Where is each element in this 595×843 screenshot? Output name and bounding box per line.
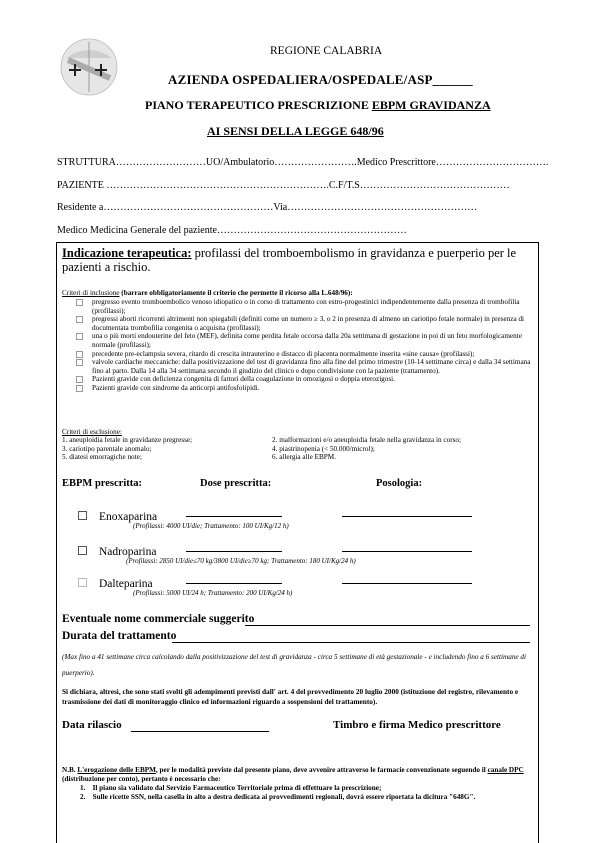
paziente-field[interactable]: PAZIENTE ………………………………………………………….C.F/T.S………………………………………	[57, 180, 510, 191]
nome-commerciale-line[interactable]	[245, 625, 530, 626]
checkbox[interactable]	[76, 316, 83, 323]
indicazione-label: Indicazione terapeutica:	[62, 246, 192, 260]
inclusione-item[interactable]: precedente pre-eclampsia severa, ritardo di crescita intrauterino e distacco di placenta normalmente inserita «sine causa» (profilassi);	[62, 350, 532, 359]
esclusione-title: Criteri di esclusione:	[62, 428, 122, 436]
enoxaparina-dose-line[interactable]	[186, 516, 282, 517]
checkbox[interactable]	[76, 333, 83, 340]
drug-enoxaparina[interactable]: Enoxaparina	[78, 507, 157, 525]
checkbox[interactable]	[76, 299, 83, 306]
enoxaparina-checkbox[interactable]	[78, 511, 87, 520]
ebpm-header: EBPM prescritta:	[62, 478, 142, 489]
nb-item: 1. Il piano sia validato dal Servizio Farmaceutico Territoriale prima di effettuare la prescrizione;	[80, 784, 382, 792]
medico-field[interactable]: Medico Medicina Generale del paziente…………………………………………………	[57, 225, 407, 236]
dalteparina-posologia-line[interactable]	[342, 583, 472, 584]
data-rilascio-line[interactable]	[131, 731, 269, 732]
inclusione-item[interactable]: Pazienti gravide con sindrome da anticorpi antifosfolipidi.	[62, 384, 532, 393]
checkbox[interactable]	[76, 385, 83, 392]
nome-commerciale-label: Eventuale nome commerciale suggerito	[62, 613, 255, 625]
durata-line[interactable]	[172, 642, 530, 643]
nadroparina-posologia-line[interactable]	[342, 551, 472, 552]
inclusione-item[interactable]: Pazienti gravide con deficienza congenita di fattori della coagulazione in omozigosi o doppia eterozigosi.	[62, 375, 532, 384]
drug-dalteparina[interactable]: Dalteparina	[78, 574, 153, 592]
data-rilascio-label: Data rilascio	[62, 719, 122, 731]
nb-list	[80, 784, 530, 802]
indicazione	[62, 246, 532, 274]
nb-note: N.B. L'erogazione delle EBPM, per le modalità previste dal presente piano, deve avvenire attraverso le farmacie convenzionate seguendo il canale DPC (distribuzione per conto), pertanto è necessario che:	[62, 766, 524, 783]
durata-label: Durata del trattamento	[62, 630, 177, 642]
inclusione-title: Criteri di inclusione (barrare obbligatoriamente il criterio che permette il ricorso alla L.648/96):	[62, 289, 353, 297]
inclusione-list	[62, 298, 532, 393]
checkbox[interactable]	[76, 359, 83, 366]
dalteparina-dose-note: (Profilassi: 5000 UI/24 h; Trattamento: 200 UI/Kg/24 h)	[133, 589, 293, 597]
inclusione-item[interactable]: pregresso evento tromboembolico venoso idiopatico o in corso di trattamento con estro-progestinici indipendentemente dalla presenza di trombofilia (profilassi);	[62, 298, 532, 315]
nadroparina-dose-note: (Profilassi: 2850 UI/die≤70 kg/3800 UI/die≥70 kg; Trattamento: 180 UI/Kg/24 h)	[126, 557, 356, 565]
esclusione-left: 1. aneuploidia fetale in gravidanze pregresse; 3. cariotipo parentale anomalo; 5. diatesi emorragiche note;	[62, 436, 193, 462]
esclusione-right: 2. malformazioni e/o aneuploidia fetale nella gravidanza in corso; 4. piastrinopenia (< 50.000/microl); 6. allergia alle EBPM.	[272, 436, 461, 462]
dalteparina-checkbox[interactable]	[78, 578, 87, 587]
dose-header: Dose prescritta:	[200, 478, 272, 489]
azienda-title: AZIENDA OSPEDALIERA/OSPEDALE/ASP______	[168, 72, 473, 87]
region-name: REGIONE CALABRIA	[270, 45, 383, 57]
legge-title: AI SENSI DELLA LEGGE 648/96	[207, 124, 384, 138]
struttura-field[interactable]: STRUTTURA………………………UO/Ambulatorio…………………….Medico Prescrittore…………………………….	[57, 157, 549, 168]
regione-calabria-logo	[60, 38, 118, 96]
nadroparina-checkbox[interactable]	[78, 546, 87, 555]
enoxaparina-dose-note: (Profilassi: 4000 UI/die; Trattamento: 100 UI/Kg/12 h)	[133, 522, 289, 530]
checkbox[interactable]	[76, 376, 83, 383]
residente-field[interactable]: Residente a……………………………………………Via…………………………………………………	[57, 202, 478, 213]
indicazione-text: profilassi del tromboembolismo in gravidanza e puerperio per le pazienti a rischio.	[62, 246, 517, 274]
checkbox[interactable]	[76, 351, 83, 358]
drug-nadroparina[interactable]: Nadroparina	[78, 542, 156, 560]
dichiarazione: Si dichiara, altresì, che sono stati svolti gli adempimenti previsti dall' art. 4 del provvedimento 20 luglio 2000 (istituzione del registro, rilevamento e trasmissione dei dati di monitoraggio clinico ed informazioni riguardo a sospensioni del trattamento).	[62, 687, 519, 706]
timbro-label: Timbro e firma Medico prescrittore	[333, 719, 501, 731]
dalteparina-dose-line[interactable]	[186, 583, 282, 584]
nadroparina-dose-line[interactable]	[186, 551, 282, 552]
inclusione-item[interactable]: pregressi aborti ricorrenti altrimenti non spiegabili (definiti come un numero ≥ 3, o 2 in presenza di almeno un cariotipo fetale normale) in presenza di documentata trombofilia congenita o acquisita (profilassi);	[62, 315, 532, 332]
durata-note: (Max fino a 41 settimane circa calcolando dalla positivizzazione del test di gravidanza - circa 5 settimane di età gestazionale - e includendo fino a 6 settimane di puerperio).	[62, 653, 526, 677]
enoxaparina-posologia-line[interactable]	[342, 516, 472, 517]
inclusione-item[interactable]: valvole cardiache meccaniche: dalla positivizzazione del test di gravidanza fino alla fine del primo trimestre (10-14 settimane circa) e dalla 34 settimana fino al parto. Dalla 14 alla 34 settimana secondo il giudizio del clinico e dopo condivisione con la paziente (trattamento).	[62, 358, 532, 375]
posologia-header: Posologia:	[376, 478, 423, 489]
piano-title: PIANO TERAPEUTICO PRESCRIZIONE EBPM GRAVIDANZA	[145, 98, 491, 112]
nb-item: 2. Sulle ricette SSN, nella casella in alto a destra dedicata ai provvedimenti regionali, dovrà essere riportata la dicitura "648G".	[80, 793, 476, 801]
inclusione-item[interactable]: una o più morti endouterine del feto (MEF), definita come perdita fetale occorsa dalla 20a settimana di gestazione in poi di un feto morfologicamente normale (profilassi);	[62, 332, 532, 349]
